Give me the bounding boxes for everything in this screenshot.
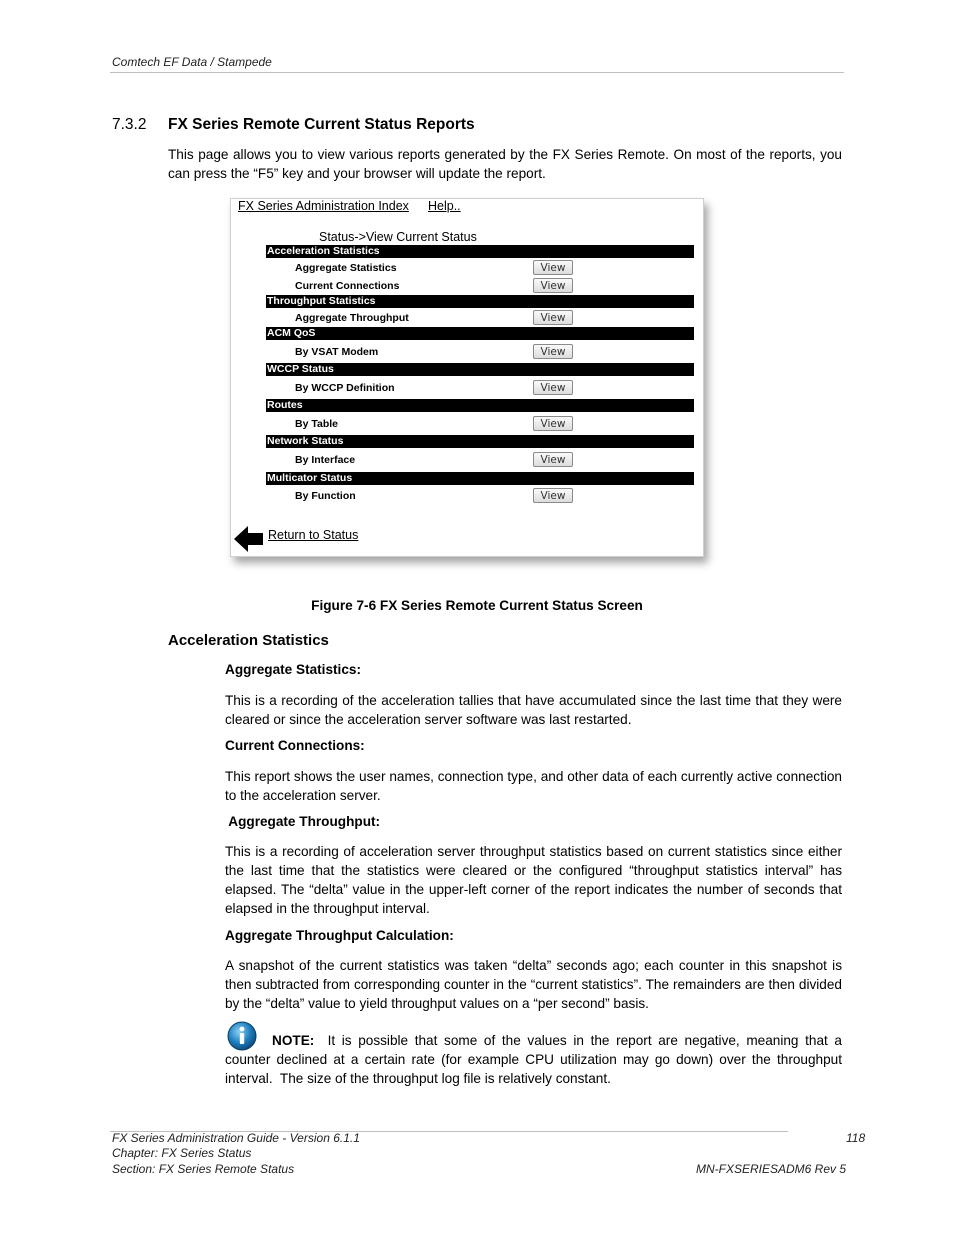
item-aggregate-throughput: Aggregate Throughput xyxy=(295,312,409,324)
section-number: 7.3.2 xyxy=(112,116,147,133)
footer-section: Section: FX Series Remote Status xyxy=(112,1162,295,1176)
para-aggregate-throughput: This is a recording of acceleration server throughput statistics based on current statistics since either the last time that the statistics were cleared or the configured “throughput statistics interval” has elapsed. The “delta” value in the upper-left corner of the report indicates the number of seconds that elapsed in the throughput interval. xyxy=(225,844,842,916)
intro-paragraph: This page allows you to view various reports generated by the FX Series Remote. On most of the reports, you can press the “F5” key and your browser will update the report. xyxy=(168,147,842,181)
view-by-table-button[interactable]: View xyxy=(533,416,573,431)
view-by-wccp-definition-button[interactable]: View xyxy=(533,380,573,395)
label-aggregate-throughput: Aggregate Throughput: xyxy=(225,814,381,829)
footer-doc-id: MN-FXSERIESADM6 Rev 5 xyxy=(696,1162,847,1176)
status-screenshot xyxy=(230,198,704,557)
item-by-vsat-modem: By VSAT Modem xyxy=(295,346,379,358)
view-title: Status->View Current Status xyxy=(319,230,477,244)
note-label: NOTE: xyxy=(272,1033,315,1048)
view-by-interface-button[interactable]: View xyxy=(533,452,573,467)
running-header: Comtech EF Data / Stampede xyxy=(112,55,272,69)
view-current-connections-button[interactable]: View xyxy=(533,278,573,293)
view-aggregate-statistics-button[interactable]: View xyxy=(533,260,573,275)
para-aggregate-statistics: This is a recording of the acceleration tallies that have accumulated since the last time that they were cleared or since the acceleration server software was last restarted. xyxy=(225,693,842,727)
section-bar-acceleration: Acceleration Statistics xyxy=(266,245,694,258)
item-by-function: By Function xyxy=(295,490,356,502)
view-aggregate-throughput-button[interactable]: View xyxy=(533,310,573,325)
note-paragraph xyxy=(225,1031,846,1088)
para-current-connections: This report shows the user names, connection type, and other data of each currently active connection to the acceleration server. xyxy=(225,769,842,803)
footer-page-number: 118 xyxy=(846,1131,866,1145)
section-bar-wccp: WCCP Status xyxy=(266,363,694,376)
figure-caption: Figure 7-6 FX Series Remote Current Status Screen xyxy=(311,598,643,613)
help-link[interactable]: Help.. xyxy=(428,199,461,213)
note-text: It is possible that some of the values in the report are negative, meaning that a counter declined at a certain rate (for example CPU utilization may go down) over the throughput interval. The size of the throughput log file is relatively constant. xyxy=(225,1033,846,1086)
subheading-acceleration-statistics: Acceleration Statistics xyxy=(168,632,329,649)
return-to-status-link[interactable]: Return to Status xyxy=(268,528,359,542)
item-aggregate-statistics: Aggregate Statistics xyxy=(295,262,397,274)
item-by-interface: By Interface xyxy=(295,454,356,466)
admin-index-link[interactable]: FX Series Administration Index xyxy=(238,199,409,213)
section-bar-throughput: Throughput Statistics xyxy=(266,295,694,308)
view-by-function-button[interactable]: View xyxy=(533,488,573,503)
section-bar-network: Network Status xyxy=(266,435,694,448)
section-title: FX Series Remote Current Status Reports xyxy=(168,116,475,133)
label-aggregate-statistics: Aggregate Statistics: xyxy=(225,662,361,677)
item-by-wccp-definition: By WCCP Definition xyxy=(295,382,395,394)
item-current-connections: Current Connections xyxy=(295,280,400,292)
section-bar-multicator: Multicator Status xyxy=(266,472,694,485)
header-rule xyxy=(110,72,844,73)
view-by-vsat-modem-button[interactable]: View xyxy=(533,344,573,359)
footer-guide: FX Series Administration Guide - Version 6.1.1 xyxy=(112,1131,360,1145)
footer-chapter: Chapter: FX Series Status xyxy=(112,1146,252,1160)
label-throughput-calculation: Aggregate Throughput Calculation: xyxy=(225,928,454,943)
section-bar-acm-qos: ACM QoS xyxy=(266,327,694,340)
section-bar-routes: Routes xyxy=(266,399,694,412)
para-throughput-calculation: A snapshot of the current statistics was taken “delta” seconds ago; each counter in this snapshot is then subtracted from corresponding counter in the “current statistics”. The remainders are then divided by the “delta” value to yield throughput values on a “per second” basis. xyxy=(225,958,842,1011)
back-arrow-icon[interactable] xyxy=(234,524,264,554)
label-current-connections: Current Connections: xyxy=(225,738,365,753)
item-by-table: By Table xyxy=(295,418,338,430)
